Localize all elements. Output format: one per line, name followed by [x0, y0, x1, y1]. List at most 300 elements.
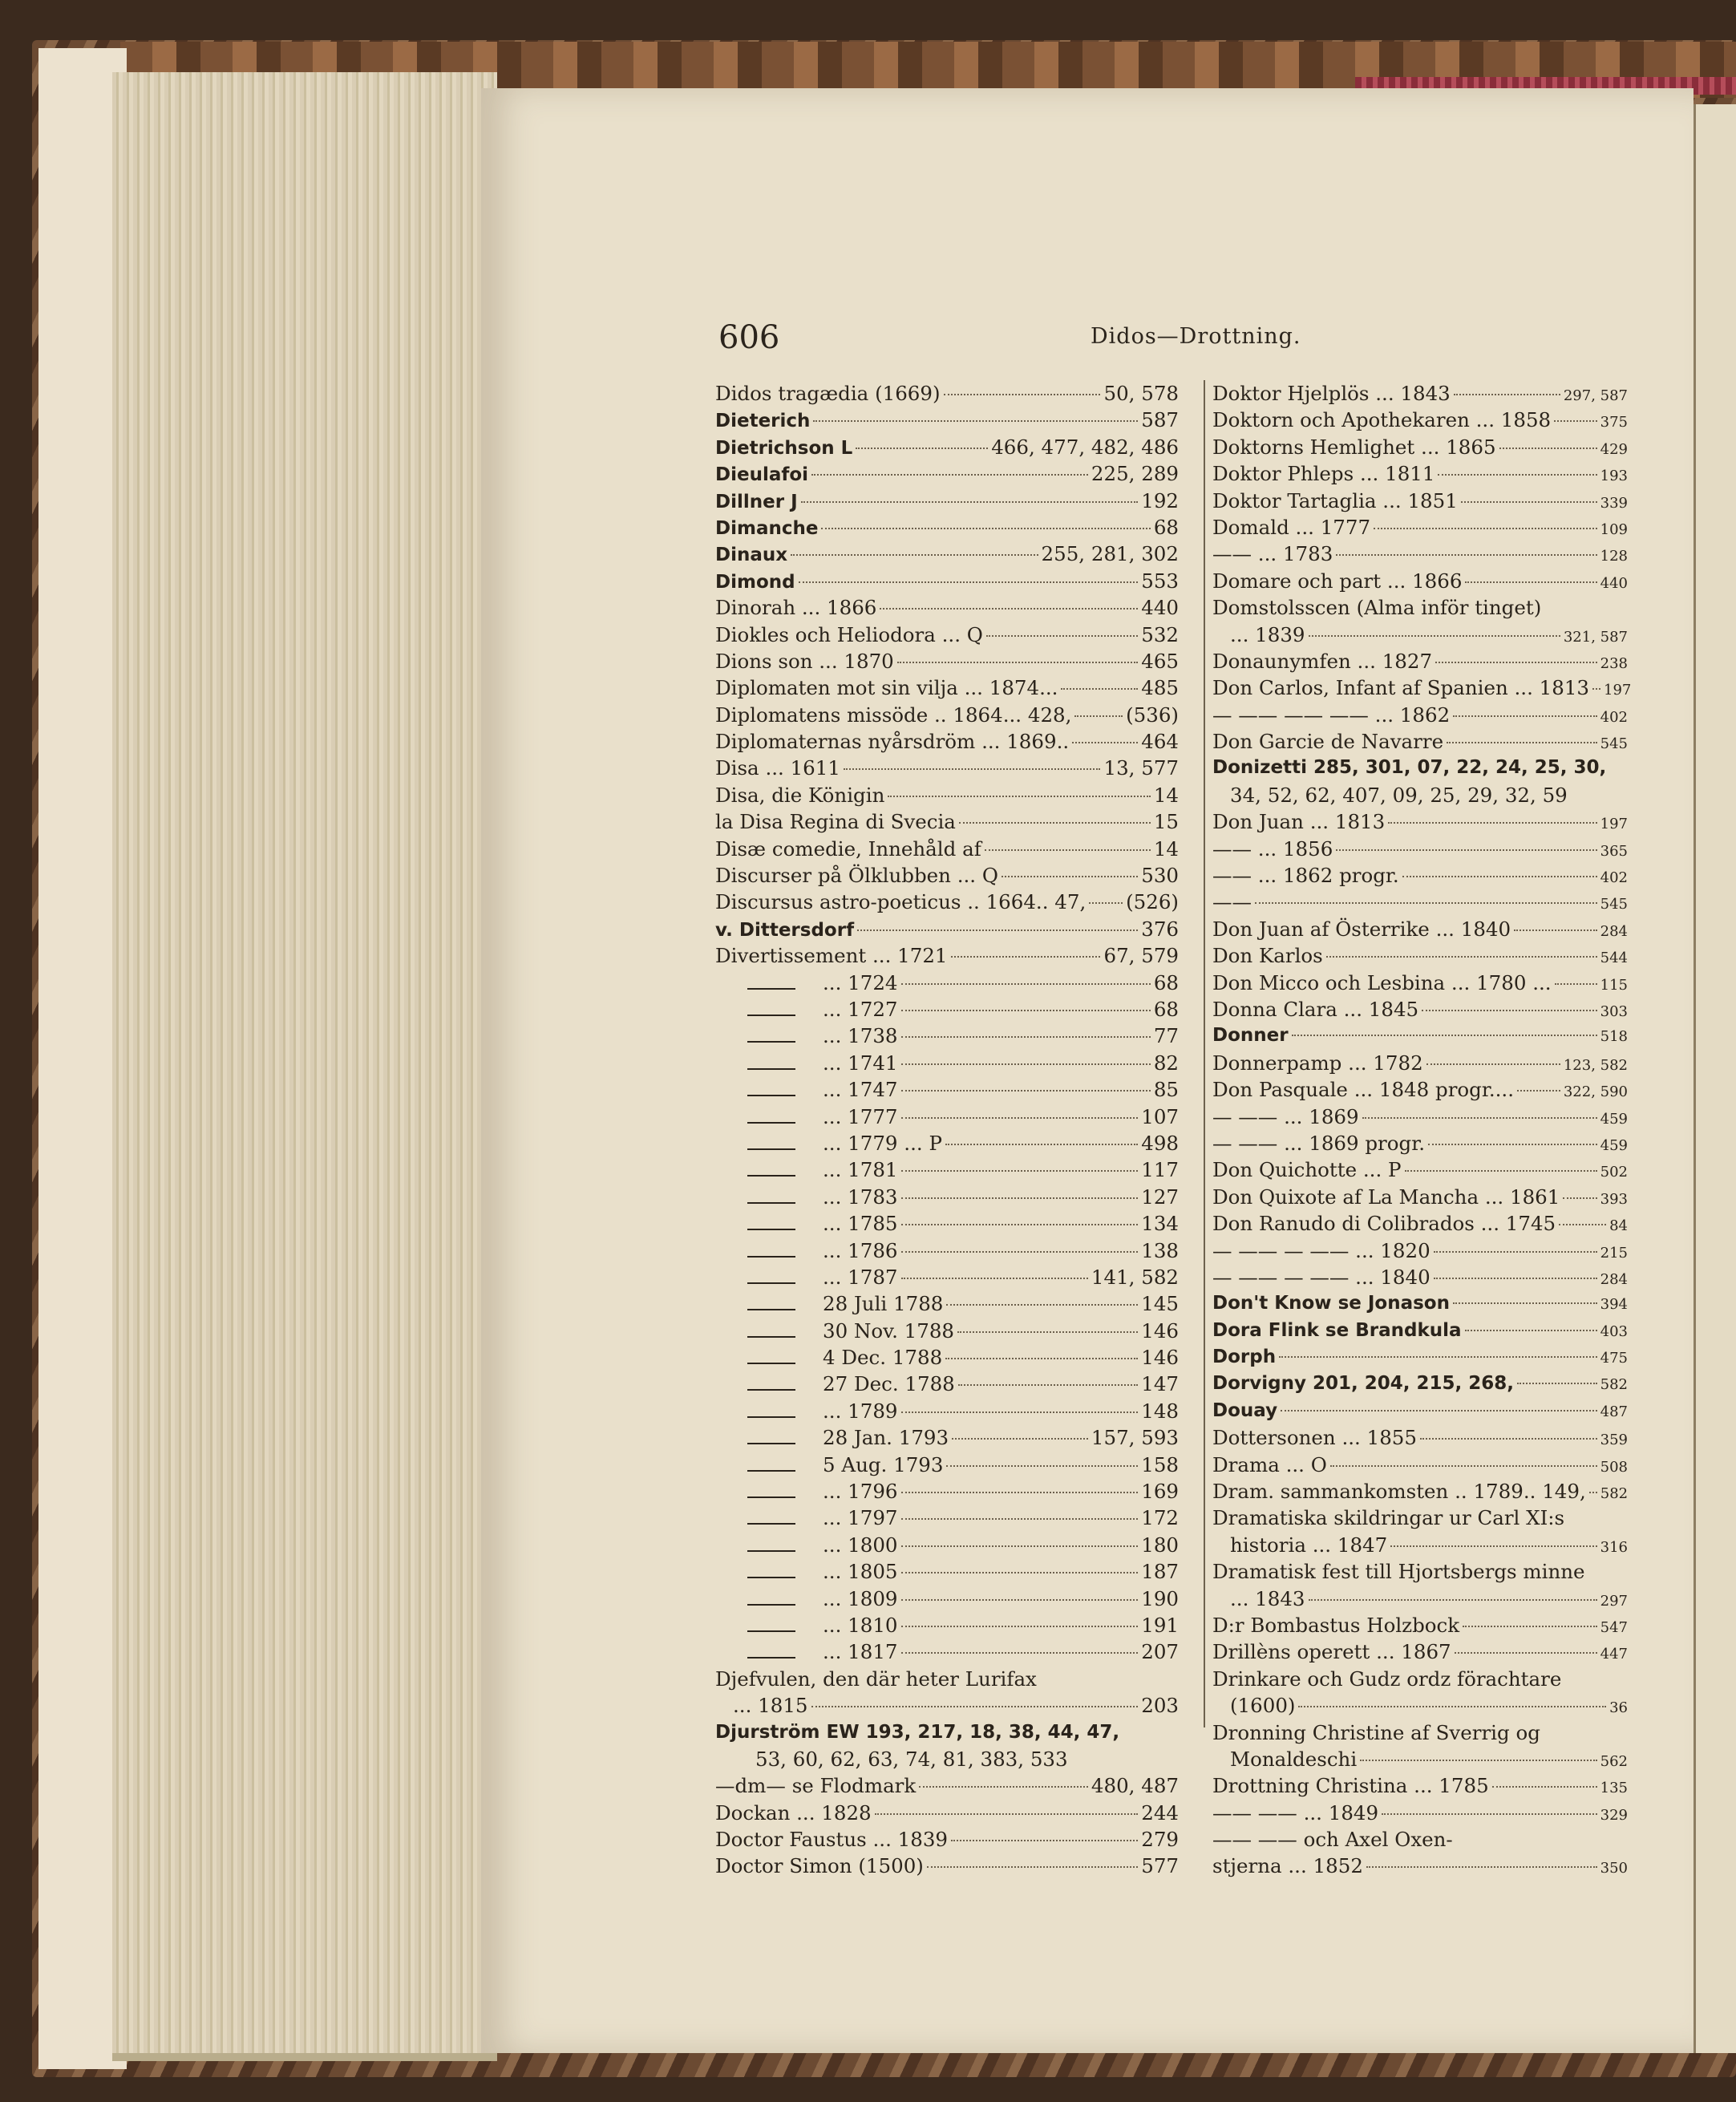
entry-title: 53, 60, 62, 63, 74, 81, 383, 533 [755, 1747, 1068, 1771]
entry-title: Doctor Faustus ... 1839 [715, 1828, 948, 1852]
leader-dots [951, 956, 1101, 958]
index-entry [1212, 1398, 1628, 1424]
index-entry [715, 782, 1179, 808]
entry-page-refs: 148 [1141, 1399, 1179, 1423]
index-entry [715, 1290, 1179, 1317]
index-entry [715, 1532, 1179, 1558]
entry-title: Dora Flink se Brandkula [1212, 1319, 1462, 1341]
entry-title: D:r Bombastus Holzbock [1212, 1613, 1460, 1637]
entry-page-refs: 238 [1600, 654, 1628, 672]
entry-page-refs: 172 [1141, 1506, 1179, 1530]
leader-dots [986, 635, 1138, 637]
entry-title: Dinaux [715, 545, 788, 566]
index-entry [715, 1076, 1179, 1103]
index-entry [1212, 1666, 1628, 1692]
leader-dots [811, 474, 1088, 476]
leader-dots [1336, 849, 1596, 851]
entry-page-refs: 68 [1153, 970, 1179, 994]
entry-title: —— —— och Axel Oxen- [1212, 1828, 1453, 1852]
entry-page-refs: 215 [1600, 1244, 1628, 1262]
entry-page-refs: 393 [1600, 1190, 1628, 1208]
leader-dots [1428, 1144, 1597, 1145]
entry-page-refs: 203 [1141, 1694, 1179, 1718]
entry-page-refs: 146 [1141, 1318, 1179, 1343]
leader-dots [1382, 1813, 1597, 1815]
index-entry [715, 1612, 1179, 1638]
leader-dots [1447, 742, 1597, 743]
leader-dots [1461, 501, 1597, 503]
index-entry [715, 889, 1179, 915]
entry-title: Donna Clara ... 1845 [1212, 997, 1419, 1021]
index-entry [1212, 1452, 1628, 1478]
index-entry [715, 1156, 1179, 1183]
entry-page-refs: 68 [1153, 997, 1179, 1021]
entry-page-refs: 480, 487 [1091, 1774, 1179, 1798]
ditto-dash [747, 1148, 795, 1150]
entry-title: Disa, die Königin [715, 783, 885, 807]
entry-title: Diplomatens missöde .. 1864... 428, [715, 703, 1072, 727]
ditto-dash [747, 1363, 795, 1364]
leader-dots [1455, 1652, 1597, 1654]
leader-dots [880, 608, 1138, 610]
leader-dots [901, 1626, 1139, 1627]
entry-page-refs: 339 [1600, 494, 1628, 512]
entry-page-refs: 587 [1141, 408, 1179, 432]
entry-page-refs: 147 [1141, 1372, 1179, 1396]
leader-dots [985, 849, 1151, 851]
leader-dots [1499, 448, 1597, 449]
leader-dots [1592, 688, 1600, 690]
entry-title: Doctor Simon (1500) [715, 1854, 924, 1878]
index-entry [1212, 782, 1628, 808]
entry-title: ... 1817 [823, 1640, 898, 1664]
entry-title: Disa ... 1611 [715, 756, 840, 780]
index-entry [715, 488, 1179, 514]
entry-title: ... 1805 [823, 1560, 898, 1584]
leader-dots [857, 929, 1138, 931]
leader-dots [1434, 1251, 1597, 1253]
entry-title: —— ... 1856 [1212, 836, 1333, 861]
index-entry [1212, 1344, 1628, 1371]
index-entry [1212, 568, 1628, 594]
leader-dots [1366, 1866, 1597, 1868]
ditto-dash [747, 1443, 795, 1444]
index-entry [1212, 514, 1628, 541]
leader-dots [901, 1117, 1139, 1119]
leader-dots [1465, 1330, 1597, 1331]
leader-dots [1281, 1410, 1597, 1411]
entry-page-refs: 193 [1600, 468, 1628, 485]
leader-dots [1255, 902, 1597, 904]
entry-title: Dillner J [715, 491, 798, 512]
leader-dots [901, 1572, 1139, 1573]
entry-page-refs: 158 [1141, 1452, 1179, 1476]
entry-page-refs: 115 [1600, 976, 1628, 994]
leader-dots [1336, 554, 1596, 556]
ditto-dash [747, 1497, 795, 1498]
entry-page-refs: 375 [1600, 414, 1628, 431]
entry-title: Didos tragædia (1669) [715, 382, 941, 405]
leader-dots [952, 1438, 1088, 1440]
index-entry [715, 942, 1179, 969]
index-entry [715, 755, 1179, 781]
entry-page-refs: 365 [1600, 842, 1628, 860]
entry-page-refs: 394 [1600, 1296, 1628, 1314]
leader-dots [951, 1840, 1138, 1841]
index-entry [1212, 1746, 1628, 1772]
leader-dots [901, 1278, 1088, 1279]
entry-title: stjerna ... 1852 [1212, 1854, 1363, 1878]
entry-title: ... 1785 [823, 1212, 898, 1236]
index-entry [715, 1398, 1179, 1424]
entry-page-refs: 582 [1600, 1376, 1628, 1394]
entry-title: ... 1741 [823, 1051, 898, 1075]
entry-page-refs: 297, 587 [1563, 387, 1628, 404]
entry-page-refs: 582 [1600, 1485, 1629, 1503]
leader-dots [856, 448, 988, 449]
leader-dots [1453, 715, 1596, 717]
index-entry [1212, 1800, 1628, 1826]
entry-title: ... 1800 [823, 1533, 898, 1557]
index-entry [715, 1719, 1179, 1746]
index-entry [1212, 380, 1628, 407]
index-entry [715, 1638, 1179, 1665]
entry-page-refs: 459 [1600, 1136, 1628, 1154]
leader-dots [946, 1304, 1138, 1306]
entry-title: Doktorns Hemlighet ... 1865 [1212, 435, 1496, 459]
entry-page-refs: 284 [1600, 922, 1628, 940]
ditto-dash [747, 1604, 795, 1606]
entry-title: Domare och part ... 1866 [1212, 569, 1463, 593]
leader-dots [1438, 474, 1596, 476]
entry-page-refs: 244 [1141, 1800, 1179, 1825]
entry-title: 28 Juli 1788 [823, 1292, 944, 1316]
entry-page-refs: 77 [1153, 1024, 1179, 1048]
index-entry [1212, 1692, 1628, 1719]
leader-dots [945, 1144, 1138, 1145]
ditto-dash [747, 1122, 795, 1124]
index-entry [715, 1692, 1179, 1719]
entry-page-refs: 440 [1141, 596, 1179, 620]
leader-dots [1309, 635, 1560, 637]
leader-dots [901, 1036, 1151, 1038]
entry-page-refs: 187 [1141, 1560, 1179, 1584]
entry-page-refs: 197 [1600, 816, 1628, 833]
index-entry [1212, 1318, 1628, 1344]
leader-dots [901, 1411, 1139, 1413]
ditto-dash [747, 1282, 795, 1284]
entry-title: Drillèns operett ... 1867 [1212, 1640, 1451, 1664]
index-entry [715, 434, 1179, 460]
leader-dots [1390, 1545, 1596, 1547]
index-entry [715, 1371, 1179, 1397]
leader-dots [1061, 688, 1138, 690]
leader-dots [1559, 1224, 1606, 1225]
entry-page-refs: 297 [1600, 1592, 1628, 1610]
leader-dots [1517, 1090, 1560, 1092]
entry-title: Don Micco och Lesbina ... 1780 ... [1212, 970, 1552, 994]
index-entry [1212, 862, 1628, 889]
leader-dots [1405, 1170, 1597, 1172]
index-entry [1212, 1076, 1628, 1103]
index-entry [715, 702, 1179, 728]
leader-dots [1434, 1278, 1597, 1279]
leader-dots [1563, 1197, 1596, 1199]
index-entry [715, 1478, 1179, 1505]
index-entry [1212, 916, 1628, 942]
entry-title: Dieterich [715, 411, 811, 432]
entry-page-refs: 402 [1600, 708, 1628, 726]
index-entry [1212, 1853, 1628, 1879]
index-entry [1212, 594, 1628, 621]
entry-page-refs: 498 [1141, 1131, 1179, 1155]
leader-dots [944, 394, 1101, 395]
entry-title: 28 Jan. 1793 [823, 1426, 949, 1450]
entry-page-refs: 402 [1600, 869, 1628, 887]
index-entry [715, 1666, 1179, 1692]
entry-page-refs: 67, 579 [1103, 944, 1179, 968]
index-entry [715, 1800, 1179, 1826]
entry-title: Dram. sammankomsten .. 1789.. 149, [1212, 1480, 1586, 1504]
leader-dots [791, 554, 1038, 556]
entry-page-refs: 545 [1600, 735, 1628, 753]
leader-dots [811, 1706, 1139, 1707]
entry-title: Donnerpamp ... 1782 [1212, 1051, 1423, 1075]
entry-title: ... 1727 [823, 997, 898, 1021]
index-entry [1212, 407, 1628, 433]
entry-title: Dottersonen ... 1855 [1212, 1426, 1417, 1450]
entry-page-refs: 14 [1153, 836, 1179, 861]
entry-page-refs: 36 [1609, 1699, 1628, 1717]
entry-title: ... 1779 ... P [823, 1131, 942, 1155]
entry-title: 27 Dec. 1788 [823, 1372, 955, 1396]
ditto-dash [747, 1202, 795, 1204]
leader-dots [1435, 662, 1597, 663]
entry-page-refs: 146 [1141, 1346, 1179, 1370]
entry-page-refs: 547 [1600, 1618, 1628, 1636]
index-entry [715, 1130, 1179, 1156]
entry-title: Doktor Tartaglia ... 1851 [1212, 488, 1458, 512]
entry-title: Dockan ... 1828 [715, 1800, 872, 1825]
entry-title: Don Carlos, Infant af Spanien ... 1813 [1212, 676, 1590, 700]
index-entry [1212, 728, 1628, 755]
entry-page-refs: 508 [1600, 1458, 1628, 1476]
entry-title: Don Juan ... 1813 [1212, 810, 1386, 834]
entry-title: 30 Nov. 1788 [823, 1318, 955, 1343]
leader-dots [1072, 742, 1138, 743]
entry-title: — —— —— —— ... 1862 [1212, 703, 1451, 727]
leader-dots [957, 1331, 1138, 1333]
leader-dots [901, 1010, 1151, 1011]
leader-dots [1554, 420, 1597, 422]
entry-title: 4 Dec. 1788 [823, 1346, 943, 1370]
leader-dots [1360, 1760, 1596, 1761]
index-entry [1212, 1719, 1628, 1746]
entry-title: (1600) [1230, 1694, 1296, 1718]
entry-title: Don Ranudo di Colibrados ... 1745 [1212, 1212, 1556, 1236]
index-entry [715, 1505, 1179, 1531]
entry-page-refs: 485 [1141, 676, 1179, 700]
index-entry [1212, 622, 1628, 648]
entry-page-refs: 562 [1600, 1752, 1628, 1770]
index-entry [715, 1184, 1179, 1210]
leader-dots [901, 1224, 1139, 1225]
entry-title: ... 1789 [823, 1399, 898, 1423]
entry-title: Drinkare och Gudz ordz förachtare [1212, 1667, 1562, 1691]
entry-title: Domstolsscen (Alma inför tinget) [1212, 596, 1542, 620]
ditto-dash [747, 988, 795, 990]
entry-title: Doktor Phleps ... 1811 [1212, 462, 1435, 486]
index-entry [715, 1023, 1179, 1049]
column-rule [1204, 380, 1205, 1727]
entry-page-refs: 316 [1600, 1538, 1628, 1556]
entry-title: Dions son ... 1870 [715, 649, 894, 673]
index-entry [1212, 1050, 1628, 1076]
entry-title: —— ... 1783 [1212, 542, 1333, 566]
index-entry [715, 407, 1179, 433]
entry-title: Drama ... O [1212, 1452, 1327, 1476]
leader-dots [1089, 902, 1123, 904]
leader-dots [901, 1197, 1139, 1199]
entry-title: Drottning Christina ... 1785 [1212, 1774, 1489, 1798]
ditto-dash [747, 1015, 795, 1016]
page-header [481, 319, 1694, 359]
index-entry [1212, 702, 1628, 728]
leader-dots [901, 1518, 1139, 1520]
entry-title: Dinorah ... 1866 [715, 596, 877, 620]
entry-page-refs: 14 [1153, 783, 1179, 807]
index-entry [715, 916, 1179, 942]
entry-page-refs: 447 [1600, 1646, 1628, 1663]
ditto-dash [747, 1309, 795, 1310]
entry-page-refs: 135 [1600, 1780, 1628, 1797]
entry-page-refs: 225, 289 [1091, 462, 1179, 486]
entry-title: ... 1724 [823, 970, 898, 994]
entry-title: ... 1783 [823, 1185, 898, 1209]
ditto-dash [747, 1068, 795, 1070]
entry-title: Discursus astro-poeticus .. 1664.. 47, [715, 890, 1087, 914]
entry-page-refs: 350 [1600, 1860, 1628, 1877]
index-entry [1212, 970, 1628, 996]
entry-title: Dimanche [715, 517, 819, 539]
entry-title: ... 1738 [823, 1024, 898, 1048]
index-entry [1212, 1130, 1628, 1156]
entry-title: Dieulafoi [715, 464, 809, 486]
leader-dots [799, 581, 1139, 583]
entry-page-refs: 157, 593 [1091, 1426, 1179, 1450]
ditto-dash [747, 1229, 795, 1230]
entry-title: Don Juan af Österrike ... 1840 [1212, 917, 1511, 941]
index-entry [1212, 488, 1628, 514]
index-entry [715, 1772, 1179, 1799]
index-entry [1212, 1237, 1628, 1264]
ditto-dash [747, 1630, 795, 1632]
leader-dots [1422, 1010, 1596, 1011]
entry-page-refs: 322, 590 [1563, 1083, 1628, 1101]
entry-page-refs: 138 [1141, 1238, 1179, 1262]
index-entry [715, 1264, 1179, 1290]
index-entry [1212, 460, 1628, 487]
leader-dots [1463, 1626, 1597, 1627]
entry-title: —— —— ... 1849 [1212, 1800, 1379, 1825]
index-entry [1212, 1210, 1628, 1237]
index-entry [715, 594, 1179, 621]
entry-title: Diokles och Heliodora ... Q [715, 622, 983, 646]
entry-title: ... 1777 [823, 1104, 898, 1128]
index-entry [1212, 1156, 1628, 1183]
entry-title: Dorvigny 201, 204, 215, 268, [1212, 1373, 1514, 1395]
leader-dots [1074, 715, 1123, 717]
index-entry [1212, 1532, 1628, 1558]
entry-title: — —— — —— ... 1820 [1212, 1238, 1430, 1262]
ditto-dash [747, 1577, 795, 1578]
entry-page-refs: 141, 582 [1091, 1265, 1179, 1289]
entry-title: Don Pasquale ... 1848 progr.... [1212, 1078, 1515, 1102]
index-entry [1212, 1478, 1628, 1505]
index-entry [1212, 1290, 1628, 1317]
entry-page-refs: 169 [1141, 1480, 1179, 1504]
leader-dots [901, 1492, 1139, 1493]
entry-page-refs: 128 [1600, 548, 1628, 565]
entry-title: Dramatisk fest till Hjortsbergs minne [1212, 1560, 1585, 1584]
leader-dots [888, 796, 1150, 797]
entry-page-refs: 207 [1141, 1640, 1179, 1664]
index-entry [715, 808, 1179, 835]
entry-title: Donizetti 285, 301, 07, 22, 24, 25, 30, [1212, 757, 1607, 779]
index-entry [1212, 1371, 1628, 1397]
entry-page-refs: 255, 281, 302 [1041, 542, 1179, 566]
index-entry [715, 674, 1179, 701]
entry-page-refs: 440 [1600, 574, 1628, 592]
entry-title: la Disa Regina di Svecia [715, 810, 956, 834]
entry-page-refs: 532 [1141, 622, 1179, 646]
index-entry [1212, 942, 1628, 969]
entry-page-refs: 502 [1600, 1164, 1628, 1181]
leader-dots [901, 1090, 1151, 1092]
leader-dots [1402, 876, 1597, 877]
leader-dots [901, 1599, 1139, 1601]
entry-page-refs: 466, 477, 482, 486 [991, 435, 1179, 459]
index-entry [1212, 1505, 1628, 1531]
leader-dots [1309, 1599, 1597, 1601]
index-entry [1212, 996, 1628, 1023]
index-entry [715, 568, 1179, 594]
entry-page-refs: 321, 587 [1563, 628, 1628, 646]
entry-page-refs: 545 [1600, 896, 1628, 913]
entry-page-refs: 459 [1600, 1110, 1628, 1128]
ditto-dash [747, 1389, 795, 1391]
entry-title: ... 1810 [823, 1613, 898, 1637]
index-entry [1212, 1424, 1628, 1451]
index-entry [715, 1853, 1179, 1879]
entry-page-refs: 117 [1141, 1158, 1179, 1182]
index-entry [715, 1104, 1179, 1130]
index-entry [1212, 1772, 1628, 1799]
page-block-edge [112, 72, 497, 2061]
leader-dots [958, 1384, 1138, 1386]
index-entry [715, 728, 1179, 755]
entry-title: — —— ... 1869 [1212, 1104, 1359, 1128]
entry-page-refs: 403 [1600, 1322, 1628, 1340]
index-entry [1212, 889, 1628, 915]
entry-page-refs: 190 [1141, 1586, 1179, 1610]
leader-dots [1279, 1356, 1597, 1358]
index-entry [715, 862, 1179, 889]
leader-dots [1362, 1117, 1597, 1119]
entry-title: historia ... 1847 [1230, 1533, 1388, 1557]
index-entry [1212, 541, 1628, 567]
entry-page-refs: 553 [1141, 569, 1179, 593]
